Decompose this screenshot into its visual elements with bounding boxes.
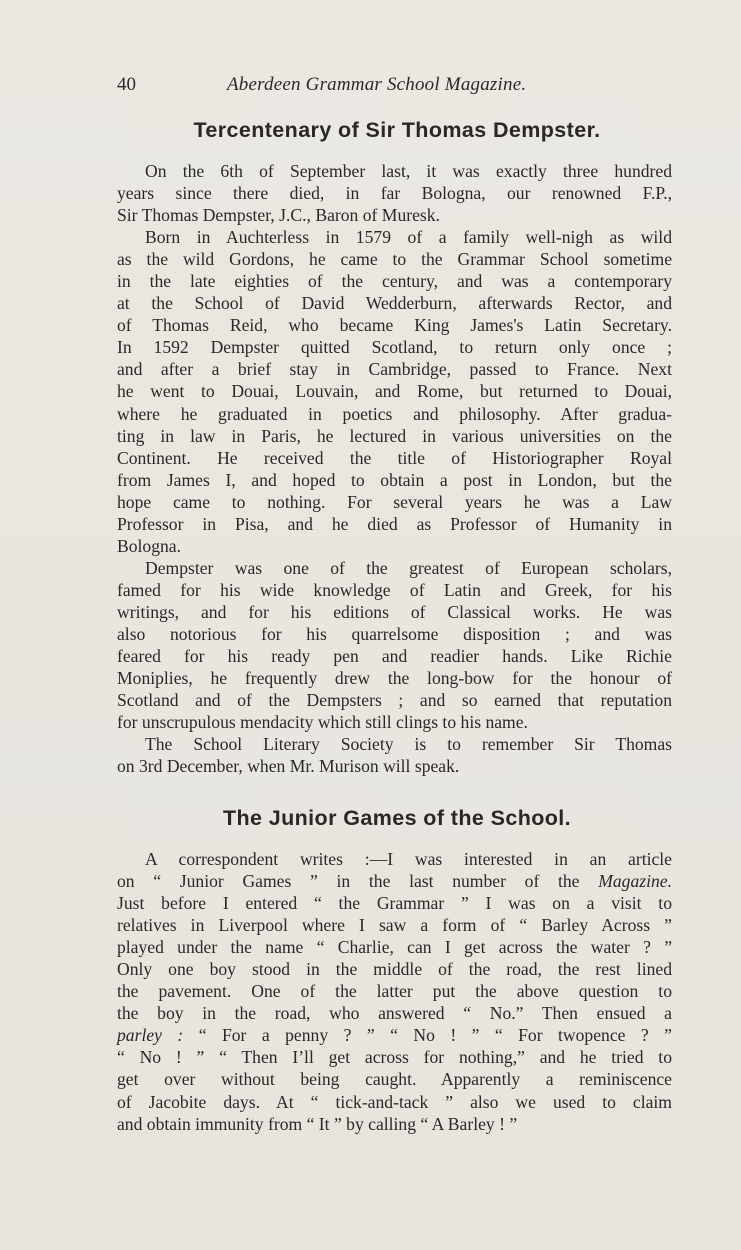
magazine-title: Aberdeen Grammar School Magazine. [227,74,527,95]
article-title-dempster: Tercentenary of Sir Thomas Dempster. [193,118,601,142]
text-line: Bologna. [117,535,182,556]
text-line: where he graduated in poetics and philosophy. After gradua- [117,403,672,424]
text-line: feared for his ready pen and readier hands. Like Richie [117,646,672,667]
text-line: Continent. He received the title of Historiographer Royal [117,447,672,468]
text-line [117,870,672,892]
text-line: famed for his wide knowledge of Latin and Greek, for his [117,579,672,600]
text-line: of Thomas Reid, who became King James's Latin Secretary. [117,315,672,336]
text-line: hope came to nothing. For several years he was a Law [117,491,672,512]
text-line: from James I, and hoped to obtain a post in London, but the [117,469,672,490]
text-line: Moniplies, he frequently drew the long-bow for the honour of [117,668,672,689]
text-line: Born in Auchterless in 1579 of a family well-nigh as wild [145,227,672,248]
text-line: Only one boy stood in the middle of the road, the rest lined [117,959,672,980]
text-run: on “ Junior Games ” in the last number of the [117,871,599,892]
text-line: “ No ! ” “ Then I’ll get across for nothing,” and he tried to [117,1047,672,1068]
text-line: as the wild Gordons, he came to the Grammar School sometime [117,249,672,270]
text-line: and obtain immunity from “ It ” by calling “ A Barley ! ” [117,1113,518,1134]
text-line: at the School of David Wedderburn, afterwards Rector, and [117,293,672,314]
text-line: played under the name “ Charlie, can I get across the water ? ” [117,937,672,958]
text-line: Just before I entered “ the Grammar ” I was on a visit to [117,893,672,914]
parley-italic: parley : [117,1025,184,1046]
text-line: On the 6th of September last, it was exactly three hundred [145,161,672,181]
text-line: A correspondent writes :—I was interested in an article [145,849,672,869]
text-run: “ For a penny ? ” “ No ! ” “ For twopence ? ” [183,1025,672,1046]
text-line: he went to Douai, Louvain, and Rome, but returned to Douai, [117,381,672,402]
text-line: Professor in Pisa, and he died as Professor of Humanity in [117,513,672,534]
text-line: Sir Thomas Dempster, J.C., Baron of Muresk. [117,205,440,226]
running-head [117,74,677,98]
text-line: get over without being caught. Apparently a reminiscence [117,1069,672,1090]
text-line: of Jacobite days. At “ tick-and-tack ” also we used to claim [117,1091,672,1112]
text-line: for unscrupulous mendacity which still clings to his name. [117,712,528,733]
article-title-junior-games: The Junior Games of the School. [222,806,572,830]
text-line: and after a brief stay in Cambridge, passed to France. Next [117,359,672,380]
text-line: years since there died, in far Bologna, our renowned F.P., [117,183,672,204]
text-line: also notorious for his quarrelsome disposition ; and was [117,623,672,644]
text-line: the boy in the road, who answered “ No.” Then ensued a [117,1003,672,1024]
text-line [117,1024,672,1046]
text-line: ting in law in Paris, he lectured in various universities on the [117,425,672,446]
article-junior-games-body [117,848,672,1135]
text-line: writings, and for his editions of Classical works. He was [117,601,672,622]
page-number: 40 [117,74,136,95]
text-line: The School Literary Society is to remember Sir Thomas [145,734,672,755]
magazine-italic: Magazine. [598,871,672,892]
text-line: the pavement. One of the latter put the above question to [117,981,672,1002]
text-line: in the late eighties of the century, and was a contemporary [117,271,672,292]
text-line: relatives in Liverpool where I saw a form of “ Barley Across ” [117,915,672,936]
text-line: Dempster was one of the greatest of European scholars, [145,557,672,578]
text-line: Scotland and of the Dempsters ; and so earned that reputation [117,690,672,711]
text-line: In 1592 Dempster quitted Scotland, to return only once ; [117,337,672,358]
text-line: on 3rd December, when Mr. Murison will speak. [117,756,460,777]
article-dempster-body [117,160,672,777]
